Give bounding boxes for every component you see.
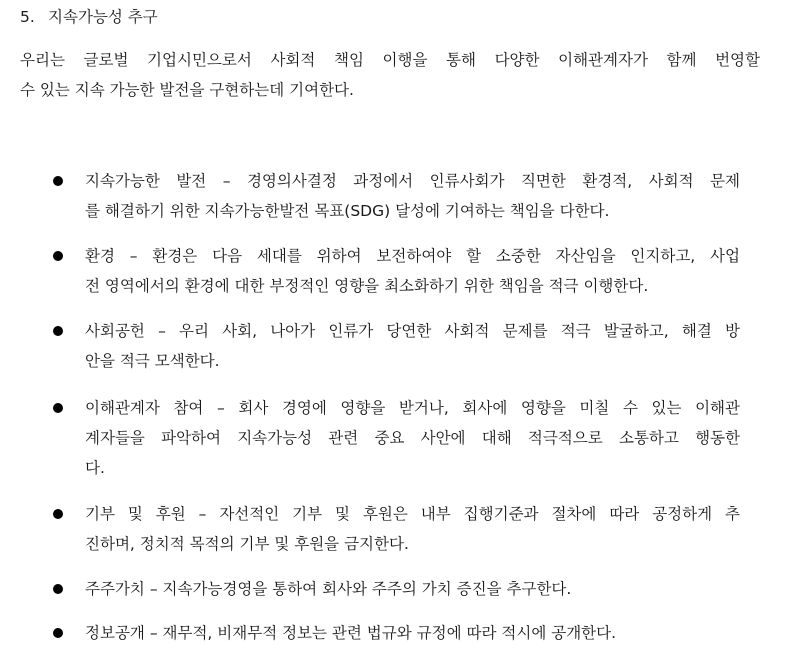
section-title: 지속가능성 추구 (48, 8, 158, 26)
list-item-line: 안을 적극 모색한다. (85, 352, 220, 370)
bullet-icon (53, 509, 63, 519)
list-item-text (85, 316, 740, 376)
list-item-text (85, 618, 740, 648)
list-item-text (85, 393, 740, 483)
list-item-line: 환경 – 환경은 다음 세대를 위하여 보전하여야 할 소중한 자산임을 인지하고, 사업 (85, 247, 740, 265)
list-item-text (85, 166, 740, 226)
section-heading (20, 5, 158, 29)
list-item-line: 주주가치 – 지속가능경영을 통하여 회사와 주주의 가치 증진을 추구한다. (85, 580, 572, 598)
bullet-icon (53, 251, 63, 261)
list-item-text (85, 241, 740, 301)
list-item-line: 지속가능한 발전 – 경영의사결정 과정에서 인류사회가 직면한 환경적, 사회적 문제 (85, 172, 740, 190)
list-item-line: 다. (85, 459, 105, 477)
list-item-line: 계자들을 파악하여 지속가능성 관련 중요 사안에 대해 적극적으로 소통하고 행동한 (85, 429, 740, 447)
section-number: 5. (20, 8, 35, 26)
bullet-icon (53, 584, 63, 594)
list-item-line: 를 해결하기 위한 지속가능한발전 목표(SDG) 달성에 기여하는 책임을 다한다. (85, 202, 610, 220)
list-item-text (85, 574, 740, 604)
intro-paragraph (20, 45, 760, 105)
list-item-line: 전 영역에서의 환경에 대한 부정적인 영향을 최소화하기 위한 책임을 적극 이행한다. (85, 277, 649, 295)
list-item-line: 진하며, 정치적 목적의 기부 및 후원을 금지한다. (85, 535, 409, 553)
list-item-line: 기부 및 후원 – 자선적인 기부 및 후원은 내부 집행기준과 절차에 따라 공정하게 추 (85, 505, 740, 523)
bullet-icon (53, 326, 63, 336)
intro-line: 우리는 글로벌 기업시민으로서 사회적 책임 이행을 통해 다양한 이해관계자가 함께 번영할 (20, 51, 760, 69)
list-item-line: 이해관계자 참여 – 회사 경영에 영향을 받거나, 회사에 영향을 미칠 수 있는 이해관 (85, 399, 740, 417)
list-item-line: 사회공헌 – 우리 사회, 나아가 인류가 당연한 사회적 문제를 적극 발굴하고, 해결 방 (85, 322, 740, 340)
list-item-line: 정보공개 – 재무적, 비재무적 정보는 관련 법규와 규정에 따라 적시에 공개한다. (85, 624, 617, 642)
bullet-icon (53, 403, 63, 413)
bullet-icon (53, 176, 63, 186)
list-item-text (85, 499, 740, 559)
bullet-icon (53, 628, 63, 638)
intro-line: 수 있는 지속 가능한 발전을 구현하는데 기여한다. (20, 81, 354, 99)
